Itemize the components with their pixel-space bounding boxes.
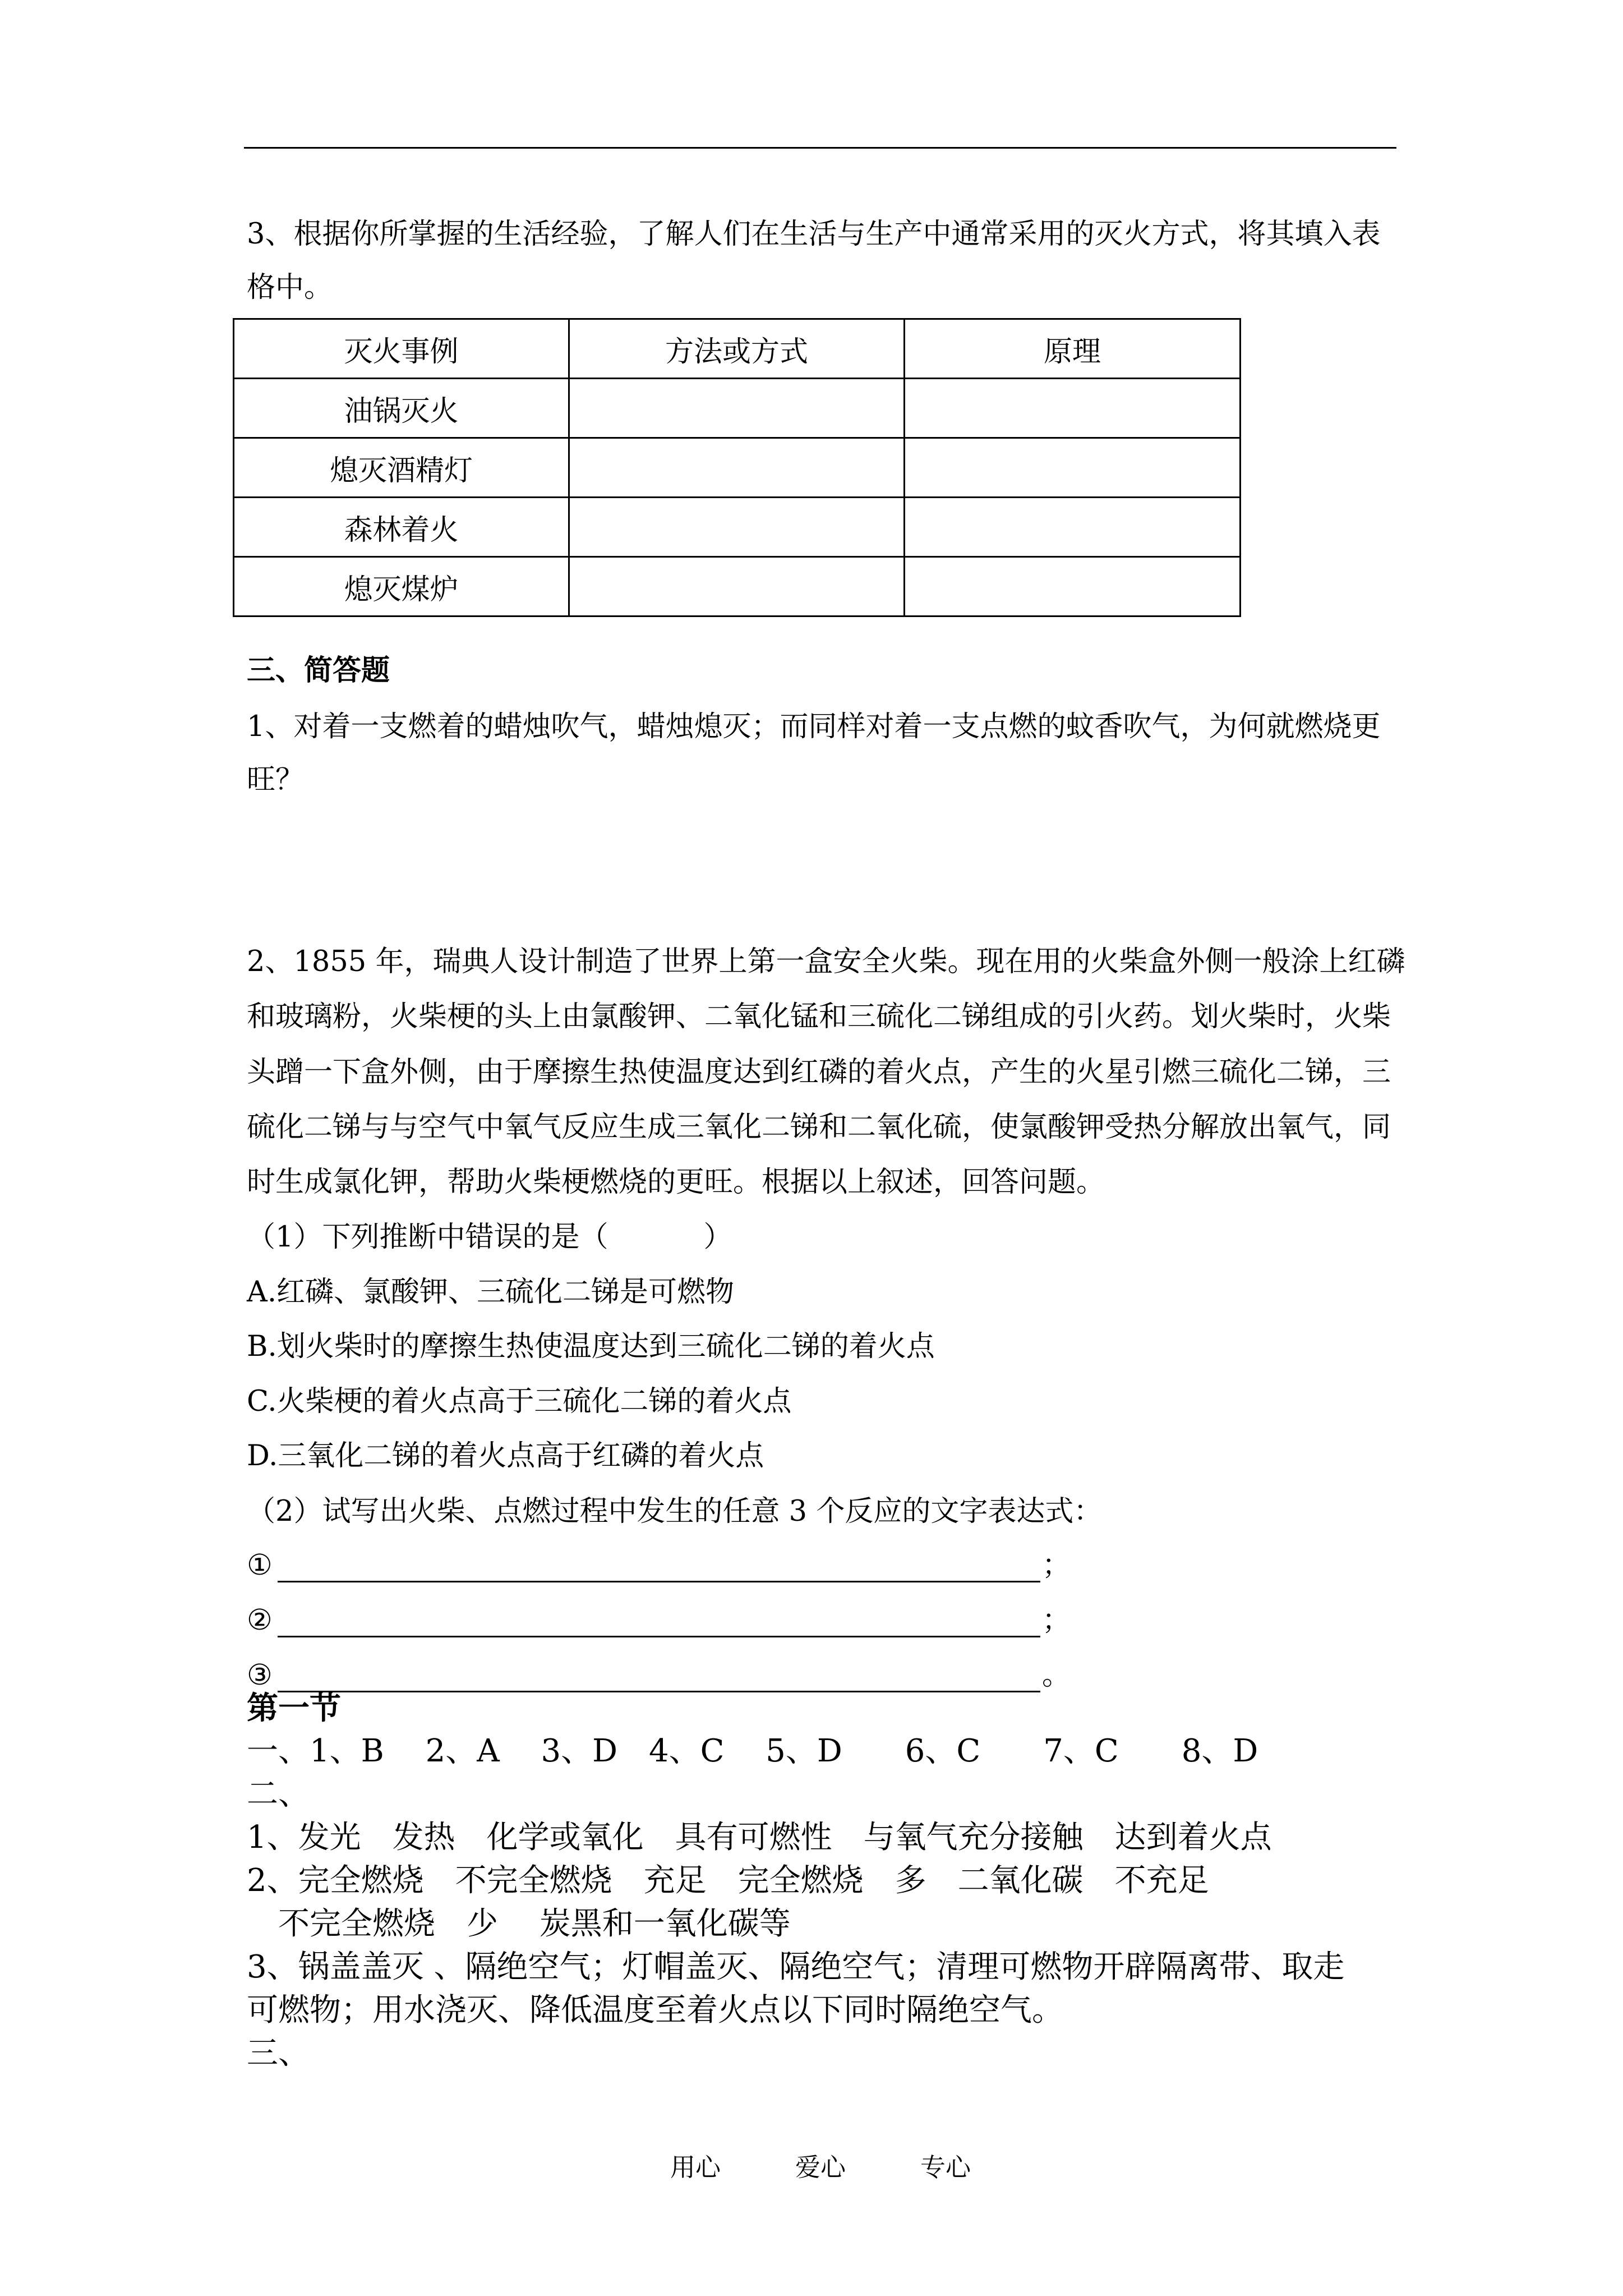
q1-line1: 1、对着一支燃着的蜡烛吹气，蜡烛熄灭；而同样对着一支点燃的蚊香吹气，为何就燃烧更 (247, 710, 1381, 743)
table-cell-method-blank[interactable] (569, 438, 905, 498)
table-header-example: 灭火事例 (234, 319, 569, 379)
table-header-principle: 原理 (905, 319, 1241, 379)
table-cell-example: 油锅灭火 (234, 379, 569, 438)
table-header-row (234, 319, 1241, 379)
answers-part3-label: 三、 (247, 2035, 310, 2072)
q1-line2: 旺？ (247, 763, 305, 797)
blank-mark-1: ① (247, 1549, 273, 1582)
option-b: B.划火柴时的摩擦生热使温度达到三硫化二锑的着火点 (247, 1330, 935, 1363)
answer-line-2[interactable] (278, 1636, 1040, 1637)
table-cell-example: 熄灭酒精灯 (234, 438, 569, 498)
table-row (234, 379, 1241, 438)
answer-2-3-line1: 3、锅盖盖灭 、隔绝空气；灯帽盖灭、隔绝空气；清理可燃物开辟隔离带、取走 (247, 1949, 1345, 1985)
answers-part1: 一、1、B 2、A 3、D 4、C 5、D 6、C 7、C 8、D (247, 1733, 1258, 1769)
footer-text: 用心 (670, 2152, 721, 2182)
q2-paragraph-line: 硫化二锑与与空气中氧气反应生成三氧化二锑和二氧化硫，使氯酸钾受热分解放出氧气，同 (247, 1111, 1391, 1144)
q2-paragraph-line: 头蹭一下盒外侧，由于摩擦生热使温度达到红磷的着火点，产生的火星引燃三硫化二锑，三 (247, 1056, 1391, 1089)
option-a: A.红磷、氯酸钾、三硫化二锑是可燃物 (247, 1276, 735, 1309)
option-c: C.火柴梗的着火点高于三硫化二锑的着火点 (247, 1385, 792, 1418)
sub1-suffix: ） (703, 1221, 732, 1254)
sub1-prefix: （1）下列推断中错误的是（ (247, 1221, 608, 1254)
table-cell-example: 森林着火 (234, 498, 569, 557)
blank-end-3: 。 (1042, 1659, 1071, 1692)
footer-text: 专心 (920, 2152, 971, 2182)
blank-end-1: ； (1042, 1549, 1071, 1582)
table-cell-principle-blank[interactable] (905, 557, 1241, 616)
answer-line-1[interactable] (278, 1581, 1040, 1582)
table-cell-principle-blank[interactable] (905, 438, 1241, 498)
sub-question-1 (247, 1209, 732, 1266)
table-cell-method-blank[interactable] (569, 379, 905, 438)
table-cell-principle-blank[interactable] (905, 379, 1241, 438)
table-cell-example: 熄灭煤炉 (234, 557, 569, 616)
answer-line-3[interactable] (278, 1691, 1040, 1692)
sub-question-2: （2）试写出火柴、点燃过程中发生的任意 3 个反应的文字表达式： (247, 1495, 1103, 1528)
table-cell-method-blank[interactable] (569, 498, 905, 557)
blank-mark-2: ② (247, 1604, 273, 1637)
blank-end-2: ； (1042, 1604, 1071, 1637)
extinguish-table (233, 318, 1241, 617)
option-d: D.三氧化二锑的着火点高于红磷的着火点 (247, 1439, 764, 1473)
q2-paragraph-line: 2、1855 年，瑞典人设计制造了世界上第一盒安全火柴。现在用的火柴盒外侧一般涂上红磷 (247, 945, 1405, 978)
table-row (234, 498, 1241, 557)
table-cell-method-blank[interactable] (569, 557, 905, 616)
blank-mark-3: ③ (247, 1659, 273, 1692)
table-header-method: 方法或方式 (569, 319, 905, 379)
q2-paragraph-line: 和玻璃粉，火柴梗的头上由氯酸钾、二氧化锰和三硫化二锑组成的引火药。划火柴时，火柴 (247, 1000, 1391, 1033)
q3-text-line2: 格中。 (247, 271, 333, 304)
answer-2-3-line2: 可燃物；用水浇灭、降低温度至着火点以下同时隔绝空气。 (247, 1992, 1063, 2028)
answers-part2-label: 二、 (247, 1776, 310, 1812)
answers-title: 第一节 (247, 1690, 341, 1727)
answer-2-2-line1: 2、完全燃烧 不完全燃烧 充足 完全燃烧 多 二氧化碳 不充足 (247, 1862, 1209, 1899)
table-cell-principle-blank[interactable] (905, 498, 1241, 557)
q2-paragraph-line: 时生成氯化钾，帮助火柴梗燃烧的更旺。根据以上叙述，回答问题。 (247, 1166, 1105, 1199)
header-rule (244, 147, 1396, 149)
section3-heading: 三、简答题 (247, 654, 390, 687)
table-row (234, 557, 1241, 616)
answer-2-1: 1、发光 发热 化学或氧化 具有可燃性 与氧气充分接触 达到着火点 (247, 1819, 1272, 1856)
q3-text-line1: 3、根据你所掌握的生活经验，了解人们在生活与生产中通常采用的灭火方式，将其填入表 (247, 218, 1381, 251)
table-row (234, 438, 1241, 498)
footer-text: 爱心 (795, 2152, 846, 2182)
answer-2-2-line2: 不完全燃烧 少 炭黑和一氧化碳等 (247, 1906, 791, 1942)
